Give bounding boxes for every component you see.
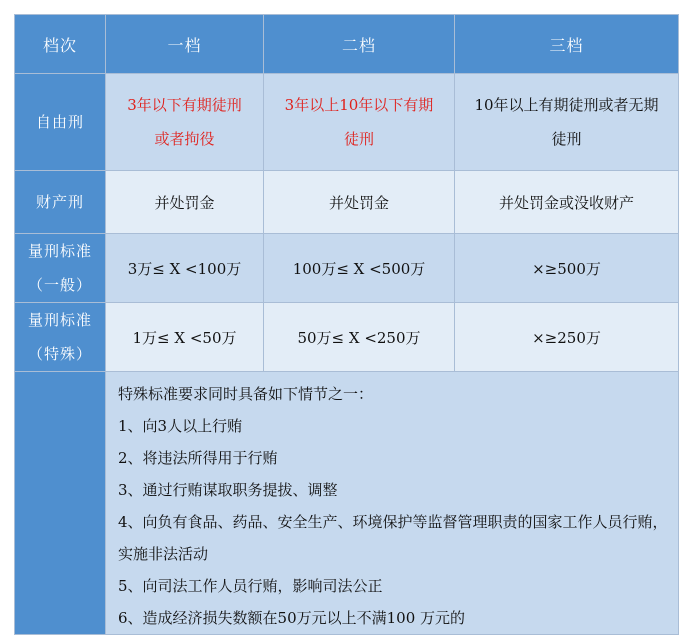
- header-level: 档次: [15, 15, 106, 74]
- cell-text: 3年以上10年以下有期徒刑: [284, 96, 434, 148]
- row-label-line-1: 量刑标准: [27, 311, 92, 329]
- sentencing-table-container: [14, 14, 678, 627]
- cell-special-tier-3: ×≥250万: [455, 303, 679, 372]
- row-label-line-1: 量刑标准: [27, 242, 92, 260]
- cell-property-tier-2: 并处罚金: [264, 171, 455, 234]
- cell-special-tier-1: 1万≤ X <50万: [106, 303, 264, 372]
- cell-general-tier-3: ×≥500万: [455, 234, 679, 303]
- cell-general-tier-2: 100万≤ X <500万: [264, 234, 455, 303]
- cell-text: 3年以下有期徒刑或者拘役: [127, 96, 242, 148]
- row-label-line-2: （特殊）: [27, 345, 92, 363]
- header-tier-2: 二档: [264, 15, 455, 74]
- cell-text: 10年以上有期徒刑或者无期徒刑: [474, 96, 659, 148]
- notes-intro: 特殊标准要求同时具备如下情节之一：: [118, 385, 374, 403]
- list-item: 2、将违法所得用于行贿: [118, 449, 278, 467]
- cell-property-tier-3: 并处罚金或没收财产: [455, 171, 679, 234]
- list-item: 6、造成经济损失数额在50万元以上不满100 万元的: [118, 609, 466, 627]
- row-label-standard-special: [15, 303, 106, 372]
- cell-imprisonment-tier-1: [106, 74, 264, 171]
- header-tier-1: 一档: [106, 15, 264, 74]
- cell-property-tier-1: 并处罚金: [106, 171, 264, 234]
- sentencing-table: [14, 14, 679, 635]
- cell-general-tier-1: 3万≤ X <100万: [106, 234, 264, 303]
- row-label-notes-empty: [15, 372, 106, 635]
- header-tier-3: 三档: [455, 15, 679, 74]
- row-label-imprisonment: 自由刑: [15, 74, 106, 171]
- special-conditions-notes: [106, 372, 679, 635]
- cell-imprisonment-tier-3: [455, 74, 679, 171]
- row-label-line-2: （一般）: [27, 276, 92, 294]
- row-label-standard-general: [15, 234, 106, 303]
- list-item: 4、向负有食品、药品、安全生产、环境保护等监督管理职责的国家工作人员行贿，实施非法活动: [118, 513, 668, 563]
- header-row: [15, 15, 679, 74]
- table-row-imprisonment: [15, 74, 679, 171]
- table-row-notes: [15, 372, 679, 635]
- row-label-property-penalty: 财产刑: [15, 171, 106, 234]
- list-item: 1、向3人以上行贿: [118, 417, 243, 435]
- table-row-property-penalty: [15, 171, 679, 234]
- list-item: 5、向司法工作人员行贿，影响司法公正: [118, 577, 383, 595]
- list-item: 3、通过行贿谋取职务提拔、调整: [118, 481, 338, 499]
- cell-imprisonment-tier-2: [264, 74, 455, 171]
- cell-special-tier-2: 50万≤ X <250万: [264, 303, 455, 372]
- table-row-standard-general: [15, 234, 679, 303]
- table-row-standard-special: [15, 303, 679, 372]
